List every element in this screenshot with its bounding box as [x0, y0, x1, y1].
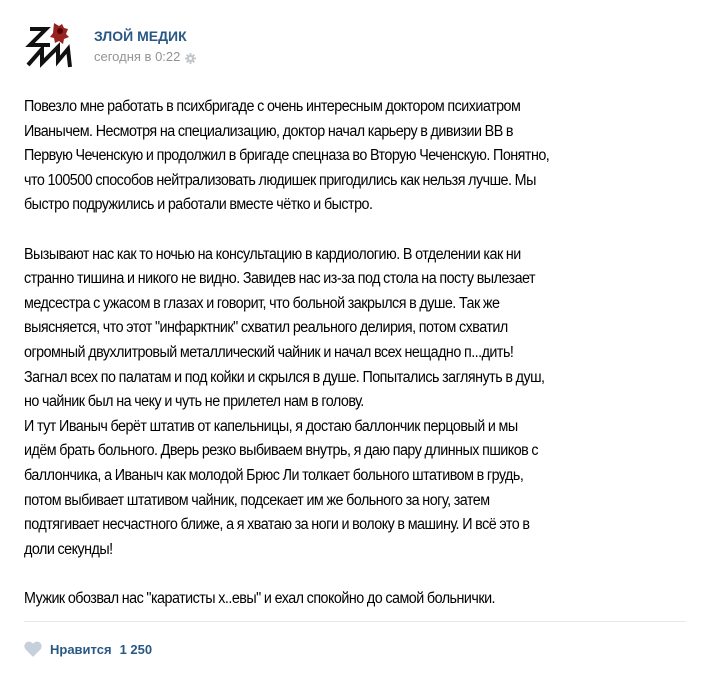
post-footer [24, 638, 152, 660]
like-count: 1 250 [119, 641, 153, 657]
text-line: огромный двухлитровый металлический чайник и начал всех нещадно п...дить! [24, 343, 514, 361]
text-line: быстро подружились и работали вместе чётко и быстро. [24, 196, 373, 214]
author-block [94, 25, 196, 66]
text-line: идём брать больного. Дверь резко выбиваем внутрь, я даю пару длинных пшиков с [24, 442, 539, 460]
like-button[interactable] [24, 641, 152, 657]
text-line: Повезло мне работать в психбригаде с очень интересным доктором психиатром [24, 98, 521, 115]
text-line: Загнал всех по палатам и под койки и скрылся в душе. Попытались заглянуть в душ, [24, 368, 545, 386]
text-line: что 100500 способов нейтрализовать людишек пригодились как нельзя лучше. Мы [24, 171, 536, 189]
gear-icon[interactable] [185, 51, 196, 62]
text-line: Иванычем. Несмотря на специализацию, доктор начал карьеру в дивизии ВВ в [24, 122, 514, 140]
like-label: Нравится [50, 641, 112, 657]
post-meta [94, 48, 196, 66]
text-line: Мужик обозвал нас "каратисты х..евы" и ехал спокойно до самой больнички. [24, 589, 496, 607]
text-line: потом выбивает штативом чайник, подсекает им же больного за ногу, затем [24, 491, 490, 509]
text-line: Первую Чеченскую и продолжил в бригаде спецназа во Вторую Чеченскую. Понятно, [24, 147, 550, 165]
text-line: Вызывают нас как то ночью на консультацию в кардиологию. В отделении как ни [24, 245, 521, 263]
zm-logo-icon [24, 19, 76, 71]
text-line: медсестра с ужасом в глазах и говорит, что больной закрылся в душе. Так же [24, 294, 500, 312]
author-name-link[interactable]: ЗЛОЙ МЕДИК [94, 27, 187, 44]
text-line: но чайник был на чеку и чуть не прилетел нам в голову. [24, 393, 364, 411]
text-line [24, 218, 647, 243]
text-line: странно тишина и никого не видно. Завидев нас из-за под стола на посту вылезает [24, 270, 536, 288]
post-header [24, 17, 196, 73]
footer-divider [24, 621, 686, 622]
text-line: баллончика, а Иваныч как молодой Брюс Ли толкает больного штативом в грудь, [24, 466, 524, 484]
post-timestamp-link[interactable]: сегодня в 0:22 [94, 48, 181, 64]
text-line [24, 562, 647, 587]
post-text [24, 95, 647, 611]
avatar[interactable] [24, 19, 76, 71]
text-line: И тут Иваныч берёт штатив от капельницы, я достаю баллончик перцовый и мы [24, 417, 518, 435]
text-line: выясняется, что этот "инфарктник" схватил реального делирия, потом схватил [24, 319, 508, 337]
heart-icon [24, 641, 42, 657]
text-line: доли секунды! [24, 540, 113, 558]
text-line: подтягивает несчастного ближе, а я хватаю за ноги и волоку в машину. И всё это в [24, 516, 530, 534]
